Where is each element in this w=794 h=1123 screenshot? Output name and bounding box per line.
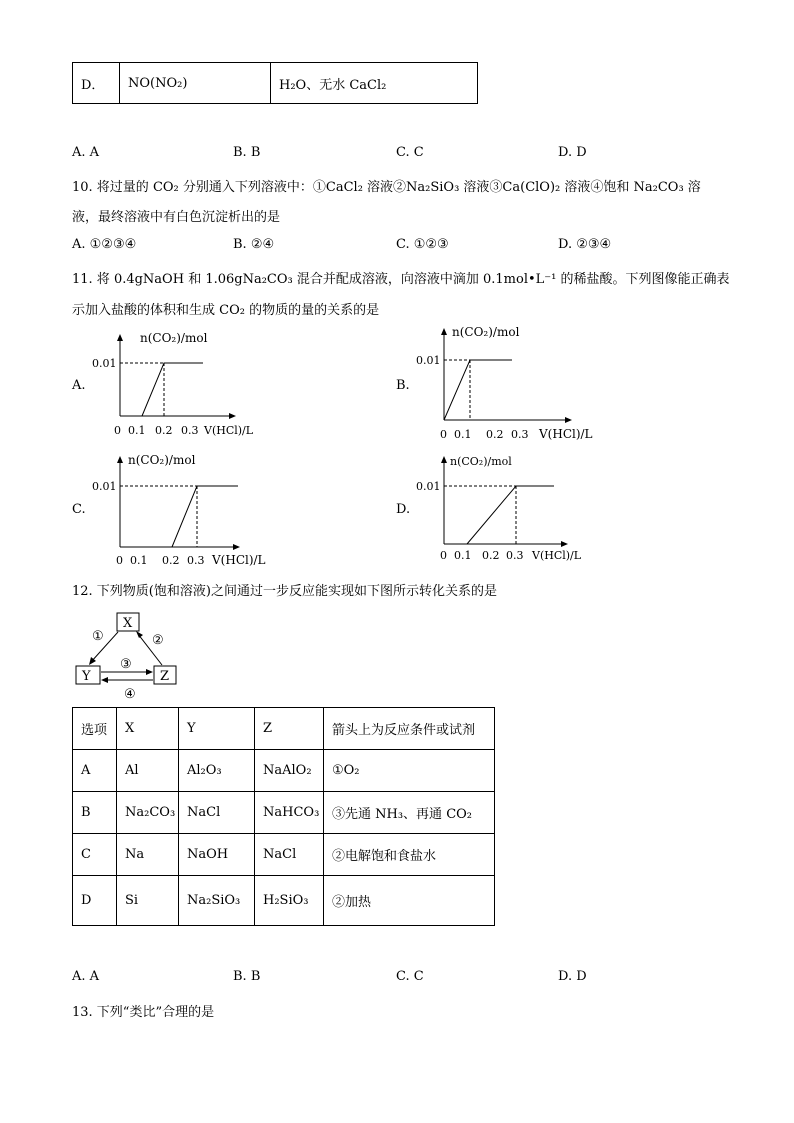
header-cell: Y: [179, 708, 255, 750]
q9-row-label: D．: [73, 63, 120, 104]
graph-d-xlabel: V(HCl)/L: [532, 549, 582, 562]
graph-c-tick-1: 0.1: [130, 554, 148, 567]
graph-b-label[interactable]: B.: [396, 378, 410, 393]
cell: ②电解饱和食盐水: [324, 834, 495, 876]
cell: Al: [117, 750, 179, 792]
q12-stem: 12. 下列物质(饱和溶液)之间通过一步反应能实现如下图所示转化关系的是: [72, 584, 497, 599]
graph-d: [416, 450, 600, 568]
cell: Na: [117, 834, 179, 876]
graph-a-tick-0: 0: [114, 424, 121, 437]
graph-c-tick-2: 0.2: [162, 554, 180, 567]
arrow-3-label: ③: [120, 657, 132, 672]
cell: A: [73, 750, 117, 792]
graph-d-tick-3: 0.3: [506, 549, 524, 562]
graph-a-label[interactable]: A.: [72, 378, 86, 393]
graph-c-ylabel: n(CO₂)/mol: [128, 453, 196, 467]
q11-stem-line1: 11. 将 0.4gNaOH 和 1.06gNa₂CO₃ 混合并配成溶液，向溶液中滴加 0.1mol•L⁻¹ 的稀盐酸。下列图像能正确表: [72, 272, 730, 287]
arrow-2-label: ②: [152, 633, 164, 648]
q12-options-table: [72, 707, 495, 926]
cell: ②加热: [324, 876, 495, 926]
q10-option-b[interactable]: B. ②④: [233, 237, 275, 252]
cell: Si: [117, 876, 179, 926]
graph-d-tick-0: 0: [440, 549, 447, 562]
header-cell: X: [117, 708, 179, 750]
graph-d-label[interactable]: D.: [396, 502, 411, 517]
q12-option-d[interactable]: D. D: [558, 969, 587, 984]
table-row: [73, 876, 495, 926]
q10-option-c[interactable]: C. ①②③: [396, 237, 449, 252]
graph-b-series: [444, 360, 512, 420]
q9-option-c[interactable]: C. C: [396, 145, 424, 160]
table-header-row: [73, 708, 495, 750]
graph-d-series: [467, 486, 554, 544]
graph-c-yvalue: 0.01: [92, 480, 117, 493]
graph-a-series: [142, 363, 203, 416]
cell: Al₂O₃: [179, 750, 255, 792]
graph-d-tick-1: 0.1: [454, 549, 472, 562]
graph-c-label[interactable]: C.: [72, 502, 86, 517]
graph-a-tick-3: 0.3: [181, 424, 199, 437]
graph-b-tick-3: 0.3: [511, 428, 529, 441]
header-cell: 选项: [73, 708, 117, 750]
cell: H₂SiO₃: [255, 876, 324, 926]
q9-table: [72, 62, 478, 104]
cell: D: [73, 876, 117, 926]
arrow-4-label: ④: [124, 687, 136, 702]
graph-b-tick-1: 0.1: [454, 428, 472, 441]
cell: C: [73, 834, 117, 876]
cell: NaOH: [179, 834, 255, 876]
cell: NaCl: [179, 792, 255, 834]
graph-a-tick-2: 0.2: [155, 424, 173, 437]
cell: NaHCO₃: [255, 792, 324, 834]
graph-b-yvalue: 0.01: [416, 354, 441, 367]
graph-a-xlabel: V(HCl)/L: [204, 424, 254, 437]
graph-a-yvalue: 0.01: [92, 357, 117, 370]
header-cell: Z: [255, 708, 324, 750]
cell: ①O₂: [324, 750, 495, 792]
arrow-1-label: ①: [92, 629, 104, 644]
graph-d-yvalue: 0.01: [416, 480, 441, 493]
q9-option-d[interactable]: D. D: [558, 145, 587, 160]
q12-option-b[interactable]: B. B: [233, 969, 261, 984]
graph-a-tick-1: 0.1: [128, 424, 146, 437]
graph-d-tick-2: 0.2: [482, 549, 500, 562]
q9-option-b[interactable]: B. B: [233, 145, 261, 160]
cell: NaAlO₂: [255, 750, 324, 792]
q10-option-a[interactable]: A. ①②③④: [72, 237, 137, 252]
header-cell: 箭头上为反应条件或试剂: [324, 708, 495, 750]
q13-stem: 13. 下列“类比”合理的是: [72, 1005, 215, 1020]
cell: NaCl: [255, 834, 324, 876]
node-x-label: X: [123, 616, 133, 631]
graph-c: [92, 450, 276, 570]
cell: Na₂SiO₃: [179, 876, 255, 926]
node-y-label: Y: [82, 669, 91, 684]
q10-stem-line2: 液，最终溶液中有白色沉淀析出的是: [72, 210, 281, 225]
node-z-label: Z: [160, 669, 170, 684]
table-row: [73, 750, 495, 792]
graph-c-xlabel: V(HCl)/L: [212, 553, 266, 567]
table-row: [73, 834, 495, 876]
q10-option-d[interactable]: D. ②③④: [558, 237, 612, 252]
graph-d-ylabel: n(CO₂)/mol: [450, 455, 512, 468]
cell: Na₂CO₃: [117, 792, 179, 834]
graph-c-series: [172, 486, 238, 547]
q9-option-a[interactable]: A. A: [72, 145, 100, 160]
graph-a: [92, 330, 270, 440]
q10-stem-line1: 10. 将过量的 CO₂ 分别通入下列溶液中：①CaCl₂ 溶液②Na₂SiO₃ 溶液③Ca(ClO)₂ 溶液④饱和 Na₂CO₃ 溶: [72, 180, 701, 195]
graph-b: [416, 322, 610, 444]
q11-stem-line2: 示加入盐酸的体积和生成 CO₂ 的物质的量的关系的是: [72, 303, 380, 318]
q12-cycle-diagram: [72, 610, 192, 702]
graph-b-tick-0: 0: [440, 428, 447, 441]
graph-a-ylabel: n(CO₂)/mol: [140, 331, 208, 345]
q12-option-c[interactable]: C. C: [396, 969, 424, 984]
graph-c-tick-3: 0.3: [187, 554, 205, 567]
graph-c-tick-0: 0: [116, 554, 123, 567]
cell: B: [73, 792, 117, 834]
graph-b-tick-2: 0.2: [486, 428, 504, 441]
graph-b-ylabel: n(CO₂)/mol: [452, 325, 520, 339]
graph-b-xlabel: V(HCl)/L: [539, 427, 593, 441]
q12-option-a[interactable]: A. A: [72, 969, 100, 984]
q9-reagent: H₂O、无水 CaCl₂: [271, 63, 478, 104]
cell: ③先通 NH₃、再通 CO₂: [324, 792, 495, 834]
table-row: [73, 792, 495, 834]
q9-gas: NO(NO₂): [120, 63, 271, 104]
